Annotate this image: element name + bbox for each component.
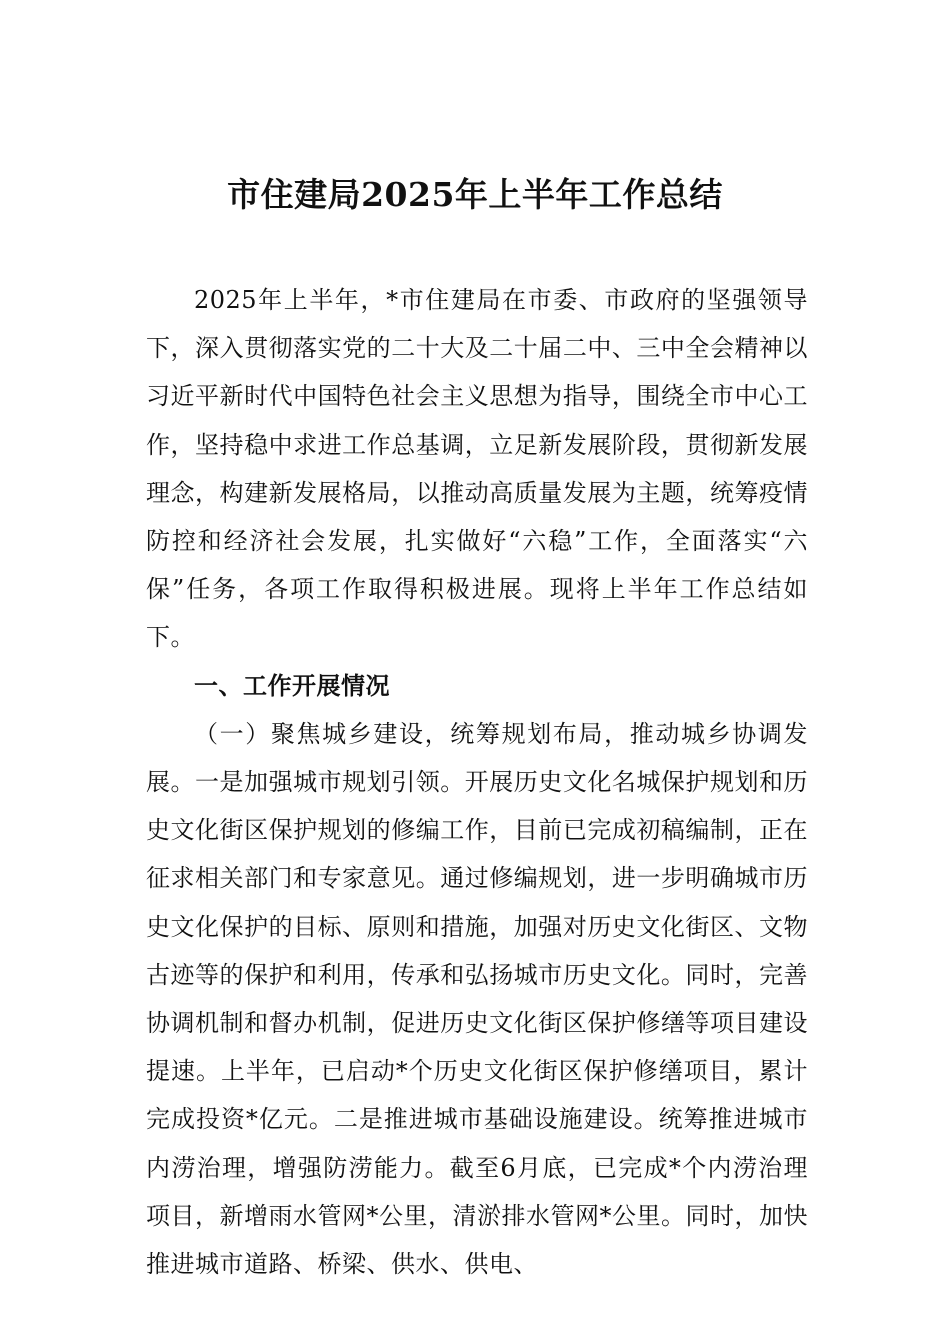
section-heading: 一、工作开展情况 (194, 671, 390, 700)
document-title: 市住建局2025年上半年工作总结 (227, 175, 723, 214)
section-paragraph: （一）聚焦城乡建设，统筹规划布局，推动城乡协调发展。一是加强城市规划引领。开展历史文化名城保护规划和历史文化街区保护规划的修编工作，目前已完成初稿编制，正在征求相关部门和专家意见。通过修编规划，进一步明确城市历史文化保护的目标、原则和措施，加强对历史文化街区、文物古迹等的保护和利用，传承和弘扬城市历史文化。同时，完善协调机制和督办机制，促进历史文化街区保护修缮等项目建设提速。上半年，已启动*个历史文化街区保护修缮项目，累计完成投资*亿元。二是推进城市基础设施建设。统筹推进城市内涝治理，增强防涝能力。截至6月底，已完成*个内涝治理项目，新增雨水管网*公里，清淤排水管网*公里。同时，加快推进城市道路、桥梁、供水、供电、 (146, 719, 808, 1279)
document-body (146, 276, 808, 1288)
intro-paragraph: 2025年上半年，*市住建局在市委、市政府的坚强领导下，深入贯彻落实党的二十大及二十届二中、三中全会精神以习近平新时代中国特色社会主义思想为指导，围绕全市中心工作，坚持稳中求进工作总基调，立足新发展阶段，贯彻新发展理念，构建新发展格局，以推动高质量发展为主题，统筹疫情防控和经济社会发展，扎实做好“六稳”工作，全面落实“六保”任务，各项工作取得积极进展。现将上半年工作总结如下。 (146, 286, 808, 652)
